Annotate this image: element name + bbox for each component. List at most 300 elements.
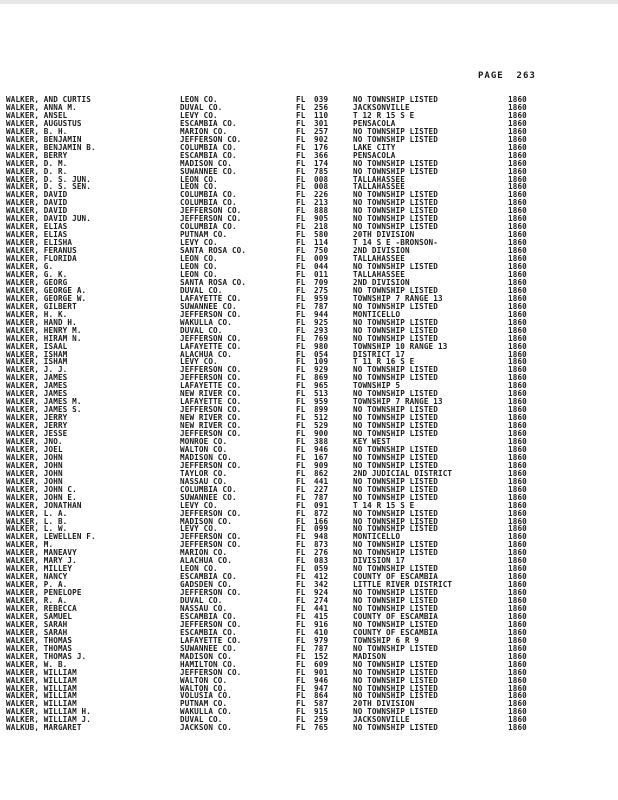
record-year: 1860: [508, 334, 527, 343]
record-number: 925: [314, 318, 329, 327]
record-name: WALKER, JONATHAN: [6, 501, 82, 510]
record-number: 441: [314, 605, 329, 613]
table-row: [0, 708, 618, 716]
record-name: WALKER, W. B.: [6, 660, 68, 669]
record-number: 609: [314, 660, 329, 669]
table-row: [0, 661, 618, 669]
record-location: NO TOWNSHIP LISTED: [353, 724, 438, 733]
record-state: FL: [296, 167, 306, 176]
record-county: JEFFERSON CO.: [180, 541, 242, 550]
record-year: 1860: [508, 247, 527, 256]
table-row: [0, 430, 618, 438]
record-number: 256: [314, 103, 329, 112]
record-state: FL: [296, 286, 306, 295]
record-name: WALKER, BERRY: [6, 151, 68, 160]
record-number: 513: [314, 390, 329, 399]
record-year: 1860: [508, 374, 527, 383]
record-year: 1860: [508, 652, 527, 661]
record-year: 1860: [508, 636, 527, 645]
record-county: JEFFERSON CO.: [180, 668, 242, 677]
table-row: [0, 621, 618, 629]
record-name: WALKER, HAND H.: [6, 318, 77, 327]
table-row: [0, 549, 618, 557]
record-county: SUWANNEE CO.: [180, 644, 237, 653]
table-row: [0, 685, 618, 693]
record-year: 1860: [508, 175, 527, 184]
record-name: WALKER, GEORGE W.: [6, 294, 87, 303]
record-name: WALKER, JOHN C.: [6, 485, 77, 494]
record-number: 009: [314, 255, 329, 264]
table-row: [0, 374, 618, 382]
record-name: WALKER, ISHAM: [6, 350, 68, 359]
record-state: FL: [296, 724, 306, 733]
record-location: TOWNSHIP 6 R 9: [353, 636, 420, 645]
table-row: [0, 677, 618, 685]
record-name: WALKER, REBECCA: [6, 605, 77, 613]
record-year: 1860: [508, 239, 527, 248]
record-name: WALKER, JOEL: [6, 445, 63, 454]
record-state: FL: [296, 422, 306, 431]
record-number: 872: [314, 509, 329, 518]
record-state: FL: [296, 660, 306, 669]
record-year: 1860: [508, 700, 527, 709]
record-state: FL: [296, 382, 306, 391]
record-number: 293: [314, 326, 329, 335]
table-row: [0, 199, 618, 207]
record-year: 1860: [508, 96, 527, 104]
record-state: FL: [296, 247, 306, 256]
record-name: WALKER, HIRAM N.: [6, 334, 82, 343]
record-year: 1860: [508, 581, 527, 590]
table-row: [0, 168, 618, 176]
record-number: 765: [314, 724, 329, 733]
record-county: LEVY CO.: [180, 501, 218, 510]
record-state: FL: [296, 111, 306, 120]
record-location: NO TOWNSHIP LISTED: [353, 127, 438, 136]
record-location: 2ND DIVISION: [353, 247, 410, 256]
record-number: 274: [314, 597, 329, 606]
record-name: WALKER, D. S. SEN.: [6, 183, 91, 192]
table-row: [0, 358, 618, 366]
record-county: LEON CO.: [180, 96, 218, 104]
record-name: WALKER, JAMES: [6, 382, 68, 391]
record-number: 176: [314, 143, 329, 152]
record-name: WALKER, JESSE: [6, 430, 68, 439]
record-year: 1860: [508, 422, 527, 431]
table-row: [0, 669, 618, 677]
record-location: NO TOWNSHIP LISTED: [353, 390, 438, 399]
record-year: 1860: [508, 390, 527, 399]
record-name: WALKER, JOHN E.: [6, 493, 77, 502]
record-year: 1860: [508, 414, 527, 423]
record-year: 1860: [508, 318, 527, 327]
record-location: MADISON: [353, 652, 387, 661]
record-number: 946: [314, 445, 329, 454]
record-year: 1860: [508, 255, 527, 264]
record-location: DISTRICT 17: [353, 350, 405, 359]
record-state: FL: [296, 270, 306, 279]
record-number: 899: [314, 406, 329, 415]
record-county: ESCAMBIA CO.: [180, 628, 237, 637]
record-state: FL: [296, 469, 306, 478]
record-county: WAKULLA CO.: [180, 318, 232, 327]
record-name: WALKER, H. K.: [6, 310, 68, 319]
table-row: [0, 597, 618, 605]
record-county: LEON CO.: [180, 183, 218, 192]
record-name: WALKER, THOMAS: [6, 636, 73, 645]
record-year: 1860: [508, 191, 527, 200]
record-location: TALLAHASSEE: [353, 255, 405, 264]
record-location: PENSACOLA: [353, 151, 396, 160]
record-year: 1860: [508, 263, 527, 272]
record-county: LEVY CO.: [180, 525, 218, 534]
record-number: 959: [314, 398, 329, 407]
record-county: LAFAYETTE CO.: [180, 294, 242, 303]
record-year: 1860: [508, 517, 527, 526]
index-list: [0, 96, 618, 732]
table-row: [0, 343, 618, 351]
record-state: FL: [296, 437, 306, 446]
record-state: FL: [296, 302, 306, 311]
record-name: WALKER, B. H.: [6, 127, 68, 136]
record-location: T 11 R 16 S E: [353, 358, 415, 367]
record-state: FL: [296, 716, 306, 725]
record-state: FL: [296, 358, 306, 367]
record-location: NO TOWNSHIP LISTED: [353, 96, 438, 104]
record-county: COLUMBIA CO.: [180, 143, 237, 152]
record-name: WALKER, NANCY: [6, 573, 68, 582]
record-number: 039: [314, 96, 329, 104]
record-year: 1860: [508, 533, 527, 542]
table-row: [0, 247, 618, 255]
record-location: NO TOWNSHIP LISTED: [353, 191, 438, 200]
record-year: 1860: [508, 159, 527, 168]
record-number: 946: [314, 676, 329, 685]
record-county: JEFFERSON CO.: [180, 620, 242, 629]
record-name: WALKER, WILLIAM: [6, 676, 77, 685]
record-county: NASSAU CO.: [180, 605, 228, 613]
record-number: 944: [314, 310, 329, 319]
record-year: 1860: [508, 183, 527, 192]
record-location: TOWNSHIP 7 RANGE 13: [353, 294, 443, 303]
record-name: WALKER, BENJAMIN: [6, 135, 82, 144]
record-county: JEFFERSON CO.: [180, 589, 242, 598]
table-row: [0, 510, 618, 518]
record-county: JACKSON CO.: [180, 724, 232, 733]
table-row: [0, 557, 618, 565]
record-number: 114: [314, 239, 329, 248]
record-county: WALTON CO.: [180, 684, 228, 693]
page-number-value: 263: [516, 71, 536, 81]
record-number: 900: [314, 430, 329, 439]
record-county: GADSDEN CO.: [180, 581, 232, 590]
record-state: FL: [296, 414, 306, 423]
record-location: TOWNSHIP 7 RANGE 13: [353, 398, 443, 407]
record-state: FL: [296, 215, 306, 224]
record-location: NO TOWNSHIP LISTED: [353, 334, 438, 343]
record-state: FL: [296, 151, 306, 160]
record-location: NO TOWNSHIP LISTED: [353, 207, 438, 216]
record-state: FL: [296, 406, 306, 415]
record-number: 959: [314, 294, 329, 303]
record-location: NO TOWNSHIP LISTED: [353, 135, 438, 144]
record-location: TOWNSHIP 10 RANGE 13: [353, 342, 448, 351]
record-year: 1860: [508, 485, 527, 494]
record-name: WALKER, JAMES M.: [6, 398, 82, 407]
record-location: T 14 S E -BRONSON-: [353, 239, 438, 248]
record-county: ESCAMBIA CO.: [180, 119, 237, 128]
table-row: [0, 231, 618, 239]
record-number: 226: [314, 191, 329, 200]
record-county: NEW RIVER CO.: [180, 390, 242, 399]
record-state: FL: [296, 103, 306, 112]
record-name: WALKER, GEORGE A.: [6, 286, 87, 295]
record-location: T 14 R 15 S E: [353, 501, 415, 510]
record-county: SUWANNEE CO.: [180, 167, 237, 176]
record-location: 2ND DIVISION: [353, 278, 410, 287]
record-name: WALKER, JERRY: [6, 422, 68, 431]
record-name: WALKER, JOHN: [6, 469, 63, 478]
table-row: [0, 692, 618, 700]
record-year: 1860: [508, 350, 527, 359]
record-location: T 12 R 15 S E: [353, 111, 415, 120]
table-row: [0, 645, 618, 653]
record-number: 888: [314, 207, 329, 216]
record-county: VOLUSIA CO.: [180, 692, 232, 701]
table-row: [0, 327, 618, 335]
record-county: MONROE CO.: [180, 437, 228, 446]
record-state: FL: [296, 135, 306, 144]
record-year: 1860: [508, 270, 527, 279]
record-year: 1860: [508, 310, 527, 319]
record-county: DUVAL CO.: [180, 103, 223, 112]
record-county: LAFAYETTE CO.: [180, 398, 242, 407]
table-row: [0, 700, 618, 708]
table-row: [0, 406, 618, 414]
record-name: WALKER, PENELOPE: [6, 589, 82, 598]
table-row: [0, 454, 618, 462]
record-year: 1860: [508, 215, 527, 224]
record-county: LEON CO.: [180, 255, 218, 264]
record-county: DUVAL CO.: [180, 597, 223, 606]
record-state: FL: [296, 310, 306, 319]
record-number: 083: [314, 557, 329, 566]
record-location: NO TOWNSHIP LISTED: [353, 668, 438, 677]
record-location: COUNTY OF ESCAMBIA: [353, 628, 438, 637]
record-county: COLUMBIA CO.: [180, 223, 237, 232]
record-county: JEFFERSON CO.: [180, 430, 242, 439]
table-row: [0, 112, 618, 120]
record-number: 948: [314, 533, 329, 542]
record-state: FL: [296, 231, 306, 240]
record-number: 916: [314, 620, 329, 629]
record-name: WALKER, SARAH: [6, 628, 68, 637]
record-state: FL: [296, 278, 306, 287]
record-name: WALKER, WILLIAM H.: [6, 708, 91, 717]
record-county: WALTON CO.: [180, 445, 228, 454]
record-state: FL: [296, 223, 306, 232]
table-row: [0, 716, 618, 724]
record-number: 213: [314, 199, 329, 208]
table-row: [0, 160, 618, 168]
record-year: 1860: [508, 437, 527, 446]
table-row: [0, 470, 618, 478]
record-state: FL: [296, 620, 306, 629]
record-number: 980: [314, 342, 329, 351]
record-county: SUWANNEE CO.: [180, 493, 237, 502]
table-row: [0, 120, 618, 128]
record-location: NO TOWNSHIP LISTED: [353, 302, 438, 311]
record-year: 1860: [508, 477, 527, 486]
table-row: [0, 176, 618, 184]
record-year: 1860: [508, 135, 527, 144]
record-county: LAFAYETTE CO.: [180, 636, 242, 645]
table-row: [0, 525, 618, 533]
record-number: 512: [314, 414, 329, 423]
table-row: [0, 136, 618, 144]
record-state: FL: [296, 342, 306, 351]
record-location: NO TOWNSHIP LISTED: [353, 406, 438, 415]
record-name: WALKER, WILLIAM J.: [6, 716, 91, 725]
record-name: WALKER, WILLIAM: [6, 692, 77, 701]
record-county: COLUMBIA CO.: [180, 191, 237, 200]
record-name: WALKER, L. A.: [6, 509, 68, 518]
record-name: WALKER, ISHAM: [6, 358, 68, 367]
table-row: [0, 422, 618, 430]
record-state: FL: [296, 581, 306, 590]
record-number: 924: [314, 589, 329, 598]
record-location: NO TOWNSHIP LISTED: [353, 660, 438, 669]
record-year: 1860: [508, 692, 527, 701]
record-county: SANTA ROSA CO.: [180, 278, 247, 287]
record-year: 1860: [508, 103, 527, 112]
table-row: [0, 486, 618, 494]
record-name: WALKER, LEWELLEN F.: [6, 533, 96, 542]
record-county: LEVY CO.: [180, 358, 218, 367]
record-state: FL: [296, 294, 306, 303]
record-year: 1860: [508, 716, 527, 725]
table-row: [0, 295, 618, 303]
record-county: WAKULLA CO.: [180, 708, 232, 717]
scan-edge: [0, 0, 618, 4]
record-location: NO TOWNSHIP LISTED: [353, 589, 438, 598]
record-number: 044: [314, 263, 329, 272]
record-year: 1860: [508, 207, 527, 216]
record-number: 785: [314, 167, 329, 176]
record-county: LAFAYETTE CO.: [180, 342, 242, 351]
record-state: FL: [296, 207, 306, 216]
record-name: WALKER, DAVID JUN.: [6, 215, 91, 224]
record-location: NO TOWNSHIP LISTED: [353, 366, 438, 375]
record-county: DUVAL CO.: [180, 326, 223, 335]
record-year: 1860: [508, 199, 527, 208]
table-row: [0, 104, 618, 112]
record-location: NO TOWNSHIP LISTED: [353, 541, 438, 550]
record-name: WALKER, WILLIAM: [6, 700, 77, 709]
record-number: 388: [314, 437, 329, 446]
record-year: 1860: [508, 151, 527, 160]
record-state: FL: [296, 366, 306, 375]
record-number: 099: [314, 525, 329, 534]
record-number: 947: [314, 684, 329, 693]
table-row: [0, 565, 618, 573]
record-location: NO TOWNSHIP LISTED: [353, 414, 438, 423]
record-county: JEFFERSON CO.: [180, 406, 242, 415]
record-year: 1860: [508, 430, 527, 439]
record-number: 965: [314, 382, 329, 391]
table-row: [0, 462, 618, 470]
table-row: [0, 215, 618, 223]
record-number: 301: [314, 119, 329, 128]
page-label: PAGE: [478, 71, 504, 81]
record-state: FL: [296, 636, 306, 645]
record-number: 787: [314, 302, 329, 311]
record-location: NO TOWNSHIP LISTED: [353, 684, 438, 693]
record-location: COUNTY OF ESCAMBIA: [353, 612, 438, 621]
record-state: FL: [296, 684, 306, 693]
record-name: WALKER, WILLIAM: [6, 668, 77, 677]
record-year: 1860: [508, 589, 527, 598]
record-year: 1860: [508, 382, 527, 391]
record-county: LEON CO.: [180, 565, 218, 574]
record-state: FL: [296, 143, 306, 152]
record-name: WALKER, JAMES S.: [6, 406, 82, 415]
record-year: 1860: [508, 278, 527, 287]
record-county: JEFFERSON CO.: [180, 334, 242, 343]
record-name: WALKER, MANEAVY: [6, 549, 77, 558]
record-number: 342: [314, 581, 329, 590]
record-location: NO TOWNSHIP LISTED: [353, 374, 438, 383]
record-number: 257: [314, 127, 329, 136]
record-number: 929: [314, 366, 329, 375]
record-number: 110: [314, 111, 329, 120]
table-row: [0, 191, 618, 199]
record-number: 152: [314, 652, 329, 661]
record-name: WALKER, D. R.: [6, 167, 68, 176]
record-number: 580: [314, 231, 329, 240]
record-number: 276: [314, 549, 329, 558]
record-number: 008: [314, 175, 329, 184]
record-county: MARION CO.: [180, 549, 228, 558]
record-state: FL: [296, 326, 306, 335]
record-number: 227: [314, 485, 329, 494]
record-location: NO TOWNSHIP LISTED: [353, 485, 438, 494]
record-location: MONTICELLO: [353, 533, 401, 542]
record-number: 901: [314, 668, 329, 677]
record-number: 091: [314, 501, 329, 510]
table-row: [0, 398, 618, 406]
record-number: 909: [314, 461, 329, 470]
record-state: FL: [296, 509, 306, 518]
record-location: NO TOWNSHIP LISTED: [353, 445, 438, 454]
record-county: DUVAL CO.: [180, 286, 223, 295]
table-row: [0, 263, 618, 271]
table-row: [0, 518, 618, 526]
record-state: FL: [296, 668, 306, 677]
record-year: 1860: [508, 398, 527, 407]
record-county: NEW RIVER CO.: [180, 414, 242, 423]
record-year: 1860: [508, 493, 527, 502]
record-name: WALKER, GILBERT: [6, 302, 77, 311]
record-county: HAMILTON CO.: [180, 660, 237, 669]
record-county: LAFAYETTE CO.: [180, 382, 242, 391]
record-county: JEFFERSON CO.: [180, 135, 242, 144]
record-state: FL: [296, 565, 306, 574]
record-state: FL: [296, 644, 306, 653]
record-name: WALKER, AUGUSTUS: [6, 119, 82, 128]
table-row: [0, 446, 618, 454]
record-state: FL: [296, 350, 306, 359]
